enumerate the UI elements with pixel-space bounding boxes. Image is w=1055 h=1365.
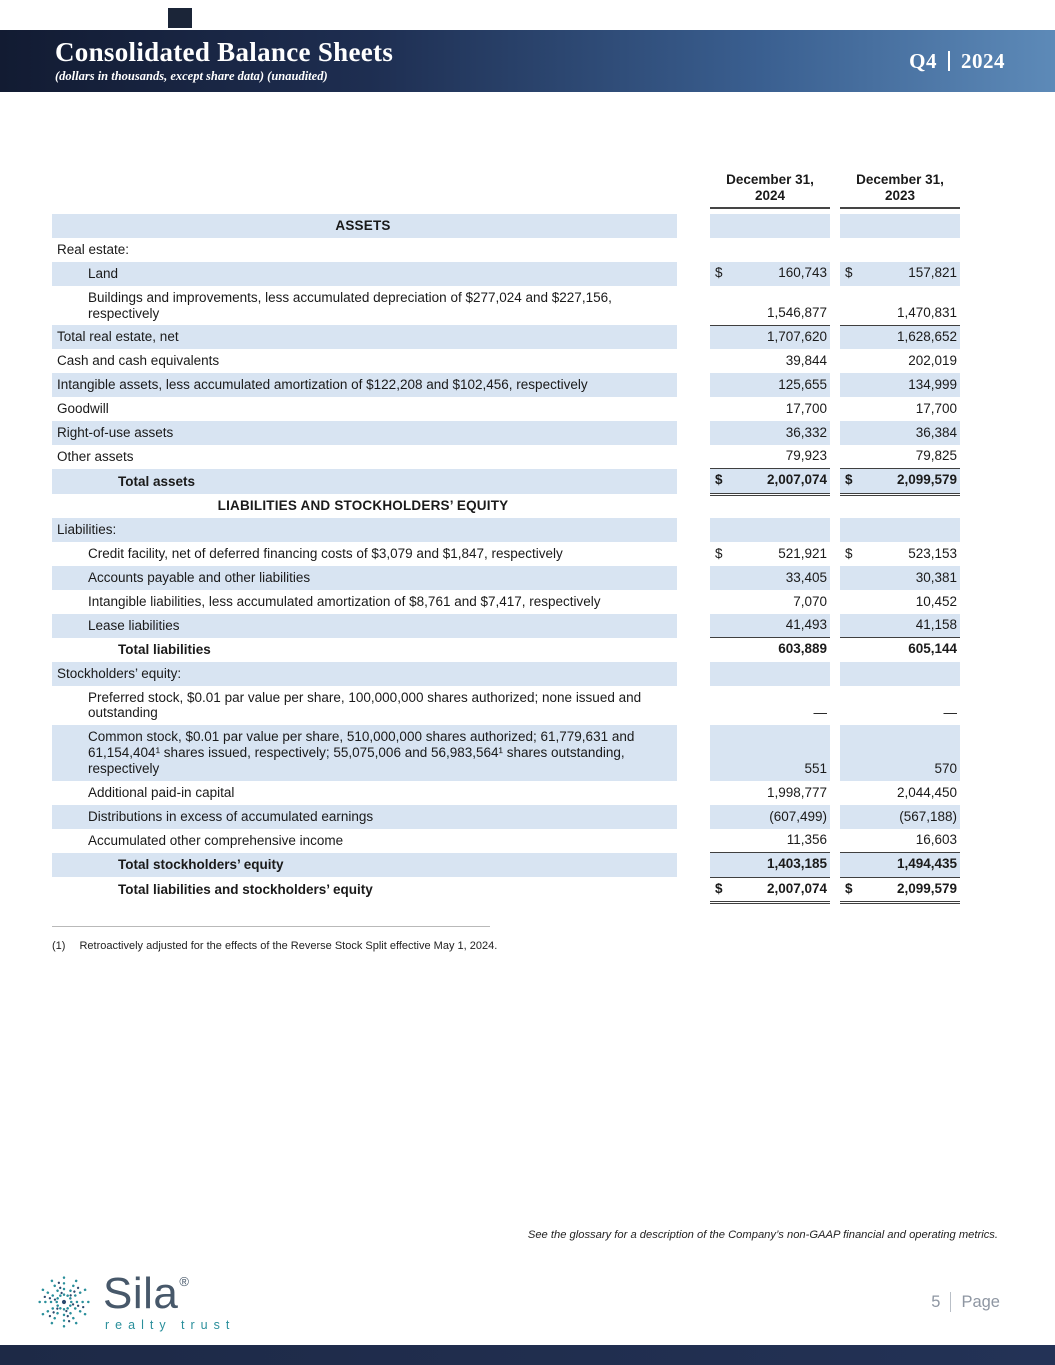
sila-logo bbox=[32, 1270, 235, 1334]
column-gap bbox=[677, 325, 710, 349]
table-row bbox=[52, 373, 960, 397]
value-2023-cell bbox=[840, 686, 960, 726]
column-gap bbox=[677, 614, 710, 638]
value-2023: 1,470,831 bbox=[896, 304, 957, 320]
column-gap bbox=[677, 469, 710, 494]
value-2023-cell bbox=[840, 542, 960, 566]
value-2023-cell bbox=[840, 877, 960, 902]
column-gap bbox=[830, 542, 840, 566]
value-2024: 521,921 bbox=[778, 545, 827, 561]
currency-symbol-2024: $ bbox=[715, 545, 723, 561]
column-gap bbox=[677, 853, 710, 877]
period-year: 2024 bbox=[961, 48, 1005, 73]
row-label: Other assets bbox=[57, 449, 134, 465]
column-gap bbox=[830, 781, 840, 805]
table-row bbox=[52, 238, 960, 262]
table-row bbox=[52, 397, 960, 421]
value-2024: 603,889 bbox=[778, 641, 827, 657]
value-2024-cell bbox=[710, 397, 830, 421]
value-2023: 79,825 bbox=[915, 448, 957, 464]
table-row bbox=[52, 829, 960, 853]
row-label: Common stock, $0.01 par value per share, 510,000,000 shares authorized; 61,779,631 and 61,154,404¹ shares issued, respectively; 55,075,006 and 56,983,564¹ shares outstanding, respectively bbox=[52, 725, 677, 781]
column-gap bbox=[830, 877, 840, 902]
column-gap bbox=[677, 725, 710, 781]
footnote bbox=[52, 940, 960, 952]
value-2023-cell bbox=[840, 829, 960, 853]
row-label: Additional paid-in capital bbox=[88, 785, 235, 801]
value-2023: 605,144 bbox=[908, 641, 957, 657]
column-gap bbox=[677, 518, 710, 542]
value-2024-cell bbox=[710, 725, 830, 781]
column-gap bbox=[677, 373, 710, 397]
column-gap bbox=[830, 805, 840, 829]
row-label: ASSETS bbox=[52, 214, 677, 238]
value-2023-cell bbox=[840, 421, 960, 445]
column-gap bbox=[677, 445, 710, 469]
column-gap bbox=[677, 397, 710, 421]
table-row bbox=[52, 725, 960, 781]
value-2024-cell bbox=[710, 469, 830, 494]
row-label: Real estate: bbox=[57, 241, 130, 257]
row-label: Total liabilities bbox=[118, 641, 211, 657]
value-2024: 36,332 bbox=[785, 424, 827, 440]
value-2024-cell bbox=[710, 373, 830, 397]
value-2024: 160,743 bbox=[778, 265, 827, 281]
value-2023-cell bbox=[840, 286, 960, 326]
value-2023: 134,999 bbox=[908, 377, 957, 393]
value-2023-cell bbox=[840, 373, 960, 397]
value-2024-cell bbox=[710, 421, 830, 445]
label-column-header bbox=[52, 172, 677, 208]
currency-symbol-2024: $ bbox=[715, 472, 723, 488]
value-2023: — bbox=[943, 705, 957, 721]
row-label: Total real estate, net bbox=[52, 325, 677, 349]
column-gap bbox=[677, 781, 710, 805]
period-quarter: Q4 bbox=[909, 48, 937, 73]
value-2023-cell bbox=[840, 238, 960, 262]
row-label: Stockholders’ equity: bbox=[52, 662, 677, 686]
footnote-rule bbox=[52, 926, 490, 927]
value-2024: 41,493 bbox=[785, 617, 827, 633]
currency-symbol-2023: $ bbox=[845, 265, 853, 281]
logo-wordmark: Sila® bbox=[103, 1269, 190, 1318]
table-row bbox=[52, 214, 960, 238]
value-2024-cell bbox=[710, 445, 830, 469]
sila-logo-icon bbox=[32, 1270, 96, 1334]
table-row bbox=[52, 325, 960, 349]
row-label: Buildings and improvements, less accumulated depreciation of $277,024 and $227,156, respectively bbox=[88, 289, 612, 321]
value-2024: 79,923 bbox=[785, 448, 827, 464]
column-gap bbox=[677, 238, 710, 262]
column-gap bbox=[677, 662, 710, 686]
column-gap bbox=[830, 373, 840, 397]
row-label: Accumulated other comprehensive income bbox=[88, 833, 344, 848]
column-gap bbox=[830, 445, 840, 469]
value-2023-cell bbox=[840, 397, 960, 421]
value-2024: 7,070 bbox=[793, 593, 827, 609]
logo-tagline: realty trust bbox=[105, 1318, 236, 1332]
value-2024-cell bbox=[710, 494, 830, 518]
column-gap bbox=[830, 214, 840, 238]
value-2023: 2,099,579 bbox=[896, 880, 957, 896]
balance-sheet-section bbox=[52, 172, 960, 952]
row-label: Distributions in excess of accumulated earnings bbox=[52, 805, 677, 829]
column-gap bbox=[677, 638, 710, 662]
value-2024: 125,655 bbox=[778, 377, 827, 393]
title-block bbox=[55, 38, 393, 84]
glossary-note: See the glossary for a description of the Company’s non-GAAP financial and operating metrics. bbox=[527, 1229, 998, 1241]
column-gap bbox=[830, 829, 840, 853]
value-2024: — bbox=[813, 705, 827, 721]
column-gap bbox=[830, 614, 840, 638]
currency-symbol-2024: $ bbox=[715, 265, 723, 281]
row-label: Preferred stock, $0.01 par value per share, 100,000,000 shares authorized; none issued and outstanding bbox=[88, 689, 642, 721]
table-header-row bbox=[52, 172, 960, 208]
value-2024-cell bbox=[710, 686, 830, 726]
column-gap bbox=[677, 590, 710, 614]
column-gap bbox=[677, 286, 710, 326]
value-2024-cell bbox=[710, 214, 830, 238]
bottom-bar bbox=[0, 1345, 1055, 1365]
value-2024-cell bbox=[710, 262, 830, 286]
table-row bbox=[52, 662, 960, 686]
column-gap bbox=[830, 686, 840, 726]
value-2024-cell bbox=[710, 238, 830, 262]
corner-mark bbox=[168, 8, 192, 28]
column-gap bbox=[677, 829, 710, 853]
page-number-label: Page bbox=[961, 1292, 1000, 1311]
value-2024-cell bbox=[710, 349, 830, 373]
row-label: LIABILITIES AND STOCKHOLDERS’ EQUITY bbox=[217, 498, 509, 514]
column-gap bbox=[677, 349, 710, 373]
value-2023-cell bbox=[840, 781, 960, 805]
value-2024-cell bbox=[710, 829, 830, 853]
value-2023: 523,153 bbox=[908, 545, 957, 561]
column-gap bbox=[677, 542, 710, 566]
value-2024: 2,007,074 bbox=[766, 880, 827, 896]
value-2023-cell bbox=[840, 614, 960, 638]
column-gap bbox=[830, 262, 840, 286]
column-gap bbox=[830, 397, 840, 421]
table-row bbox=[52, 686, 960, 726]
header-bar bbox=[0, 30, 1055, 92]
row-label: Total assets bbox=[52, 469, 677, 494]
value-2024-cell bbox=[710, 877, 830, 902]
column-gap bbox=[677, 494, 710, 518]
page-title: Consolidated Balance Sheets bbox=[55, 36, 394, 67]
row-label: Lease liabilities bbox=[52, 614, 677, 638]
balance-sheet-table bbox=[52, 172, 960, 904]
value-2023-cell bbox=[840, 262, 960, 286]
value-2023: 36,384 bbox=[915, 424, 957, 440]
row-label: Cash and cash equivalents bbox=[57, 353, 220, 369]
value-2023: 1,628,652 bbox=[896, 329, 957, 345]
value-2023-cell bbox=[840, 638, 960, 662]
table-row bbox=[52, 262, 960, 286]
value-2024-cell bbox=[710, 638, 830, 662]
period-divider bbox=[948, 51, 950, 71]
column-gap bbox=[677, 421, 710, 445]
value-2024: 2,007,074 bbox=[766, 472, 827, 488]
value-2024: 1,998,777 bbox=[766, 784, 827, 800]
column-header-2024: December 31, 2024 bbox=[710, 172, 830, 208]
value-2023: 570 bbox=[934, 760, 957, 776]
currency-symbol-2023: $ bbox=[845, 472, 853, 488]
value-2024: 33,405 bbox=[785, 569, 827, 585]
value-2023-cell bbox=[840, 494, 960, 518]
value-2023: (567,188) bbox=[899, 808, 957, 824]
value-2024: 11,356 bbox=[786, 832, 827, 848]
table-row bbox=[52, 590, 960, 614]
value-2024: 1,707,620 bbox=[766, 329, 827, 345]
value-2024-cell bbox=[710, 325, 830, 349]
value-2024: 39,844 bbox=[785, 353, 827, 369]
value-2023-cell bbox=[840, 445, 960, 469]
table-row bbox=[52, 805, 960, 829]
value-2024-cell bbox=[710, 853, 830, 877]
table-row bbox=[52, 518, 960, 542]
value-2023-cell bbox=[840, 214, 960, 238]
value-2023: 17,700 bbox=[915, 400, 957, 416]
value-2023: 2,044,450 bbox=[896, 784, 957, 800]
page-number bbox=[931, 1292, 1000, 1312]
value-2024-cell bbox=[710, 542, 830, 566]
column-gap bbox=[830, 853, 840, 877]
column-gap bbox=[830, 518, 840, 542]
column-gap bbox=[830, 238, 840, 262]
column-gap bbox=[677, 172, 710, 208]
value-2024: 1,546,877 bbox=[766, 304, 827, 320]
table-row bbox=[52, 566, 960, 590]
column-header-2023: December 31, 2023 bbox=[840, 172, 960, 208]
column-gap bbox=[830, 325, 840, 349]
table-row bbox=[52, 781, 960, 805]
column-gap bbox=[677, 214, 710, 238]
value-2023: 202,019 bbox=[908, 353, 957, 369]
column-gap bbox=[830, 590, 840, 614]
value-2023-cell bbox=[840, 469, 960, 494]
column-gap bbox=[830, 662, 840, 686]
logo-text-block bbox=[103, 1269, 236, 1332]
column-gap bbox=[830, 286, 840, 326]
value-2023-cell bbox=[840, 725, 960, 781]
value-2023: 10,452 bbox=[915, 593, 957, 609]
column-gap bbox=[830, 349, 840, 373]
row-label: Intangible liabilities, less accumulated amortization of $8,761 and $7,417, respectively bbox=[88, 593, 601, 609]
column-gap bbox=[830, 421, 840, 445]
period-badge bbox=[909, 49, 1005, 74]
column-gap bbox=[677, 877, 710, 902]
page-number-value: 5 bbox=[931, 1292, 941, 1311]
table-row bbox=[52, 349, 960, 373]
value-2024-cell bbox=[710, 781, 830, 805]
value-2024-cell bbox=[710, 286, 830, 326]
value-2024-cell bbox=[710, 662, 830, 686]
value-2023: 16,603 bbox=[915, 832, 957, 848]
row-label: Total stockholders’ equity bbox=[52, 853, 677, 877]
value-2023-cell bbox=[840, 566, 960, 590]
row-label: Total liabilities and stockholders’ equity bbox=[118, 881, 373, 897]
table-row bbox=[52, 853, 960, 877]
page-subtitle: (dollars in thousands, except share data) (unaudited) bbox=[55, 69, 328, 84]
value-2024-cell bbox=[710, 518, 830, 542]
value-2023: 30,381 bbox=[915, 569, 957, 585]
table-row bbox=[52, 421, 960, 445]
footnote-text: Retroactively adjusted for the effects of the Reverse Stock Split effective May 1, 2024. bbox=[79, 939, 498, 952]
row-label: Credit facility, net of deferred financing costs of $3,079 and $1,847, respectively bbox=[88, 546, 563, 562]
value-2023-cell bbox=[840, 853, 960, 877]
row-label: Right-of-use assets bbox=[52, 421, 677, 445]
value-2024-cell bbox=[710, 566, 830, 590]
value-2024-cell bbox=[710, 614, 830, 638]
column-gap bbox=[830, 638, 840, 662]
value-2023-cell bbox=[840, 805, 960, 829]
value-2023-cell bbox=[840, 662, 960, 686]
value-2024: 1,403,185 bbox=[766, 856, 827, 872]
column-gap bbox=[677, 686, 710, 726]
column-gap bbox=[677, 805, 710, 829]
value-2023-cell bbox=[840, 518, 960, 542]
row-label: Intangible assets, less accumulated amortization of $122,208 and $102,456, respectively bbox=[52, 373, 677, 397]
value-2023: 2,099,579 bbox=[896, 472, 957, 488]
column-gap bbox=[830, 566, 840, 590]
column-gap bbox=[830, 469, 840, 494]
row-label: Accounts payable and other liabilities bbox=[52, 566, 677, 590]
footnote-marker: (1) bbox=[52, 939, 66, 952]
column-gap bbox=[677, 262, 710, 286]
table-row bbox=[52, 469, 960, 494]
row-label: Land bbox=[52, 262, 677, 286]
column-gap bbox=[830, 172, 840, 208]
value-2023: 1,494,435 bbox=[896, 856, 957, 872]
value-2023: 41,158 bbox=[915, 617, 957, 633]
value-2024-cell bbox=[710, 590, 830, 614]
table-row bbox=[52, 542, 960, 566]
row-label: Liabilities: bbox=[52, 518, 677, 542]
value-2023-cell bbox=[840, 325, 960, 349]
table-row bbox=[52, 877, 960, 902]
value-2024: 17,700 bbox=[785, 400, 827, 416]
column-gap bbox=[830, 494, 840, 518]
value-2023-cell bbox=[840, 590, 960, 614]
registered-mark: ® bbox=[179, 1274, 190, 1289]
currency-symbol-2023: $ bbox=[845, 880, 853, 896]
column-gap bbox=[677, 566, 710, 590]
table-row bbox=[52, 445, 960, 469]
value-2024-cell bbox=[710, 805, 830, 829]
column-gap bbox=[830, 725, 840, 781]
row-label: Goodwill bbox=[57, 401, 109, 417]
value-2023: 157,821 bbox=[908, 265, 957, 281]
value-2023-cell bbox=[840, 349, 960, 373]
page-number-divider bbox=[950, 1292, 951, 1312]
table-row bbox=[52, 286, 960, 326]
table-row bbox=[52, 494, 960, 518]
table-row bbox=[52, 638, 960, 662]
currency-symbol-2023: $ bbox=[845, 545, 853, 561]
currency-symbol-2024: $ bbox=[715, 880, 723, 896]
value-2024: (607,499) bbox=[769, 808, 827, 824]
value-2024: 551 bbox=[804, 760, 827, 776]
table-row bbox=[52, 614, 960, 638]
